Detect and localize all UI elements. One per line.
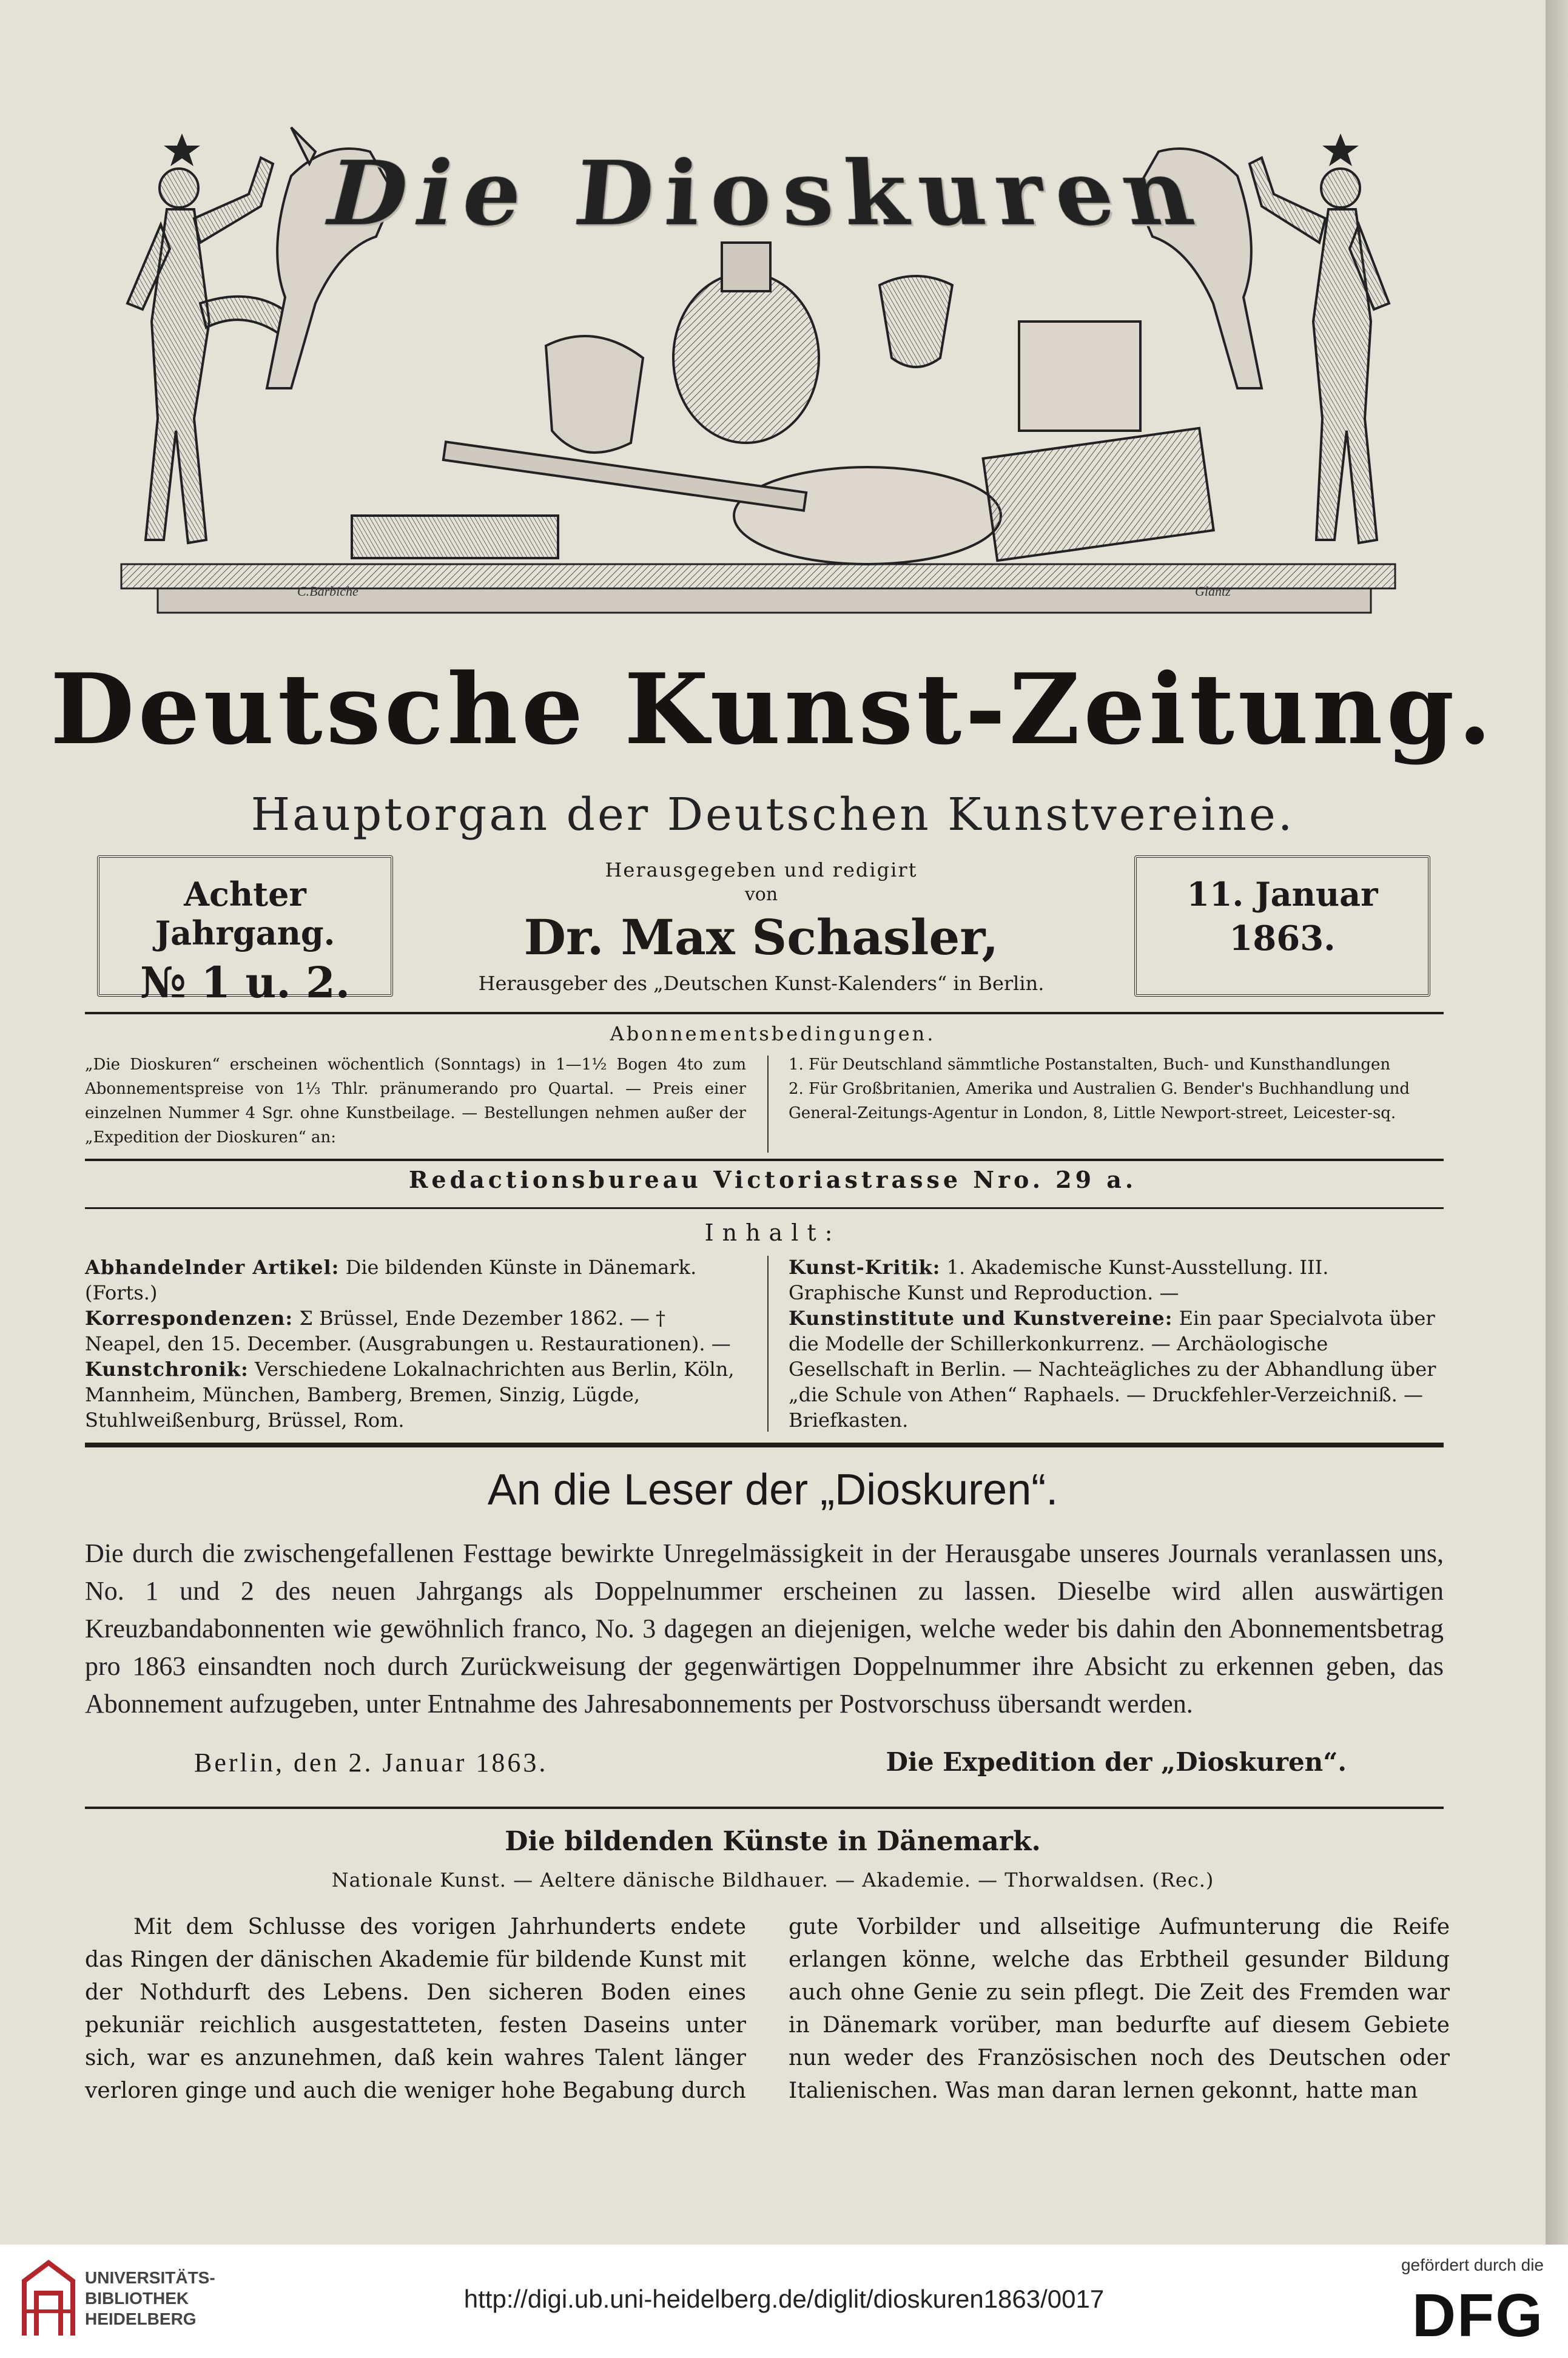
institution-line: BIBLIOTHEK (85, 2289, 189, 2308)
contents-left-column (85, 1255, 746, 1433)
page-edge (1546, 0, 1568, 2245)
issue-number: № 1 u. 2. (140, 957, 351, 1008)
institution-line: UNIVERSITÄTS- (85, 2268, 215, 2287)
masthead-title: Die Dioskuren (314, 142, 1214, 247)
subscription-terms: „Die Dioskuren“ erscheinen wöchentlich (Sonntags) in 1—1½ Bogen 4to zum Abonnementspreise von 1⅓ Thlr. pränumerando pro Quartal. — Preis einer einzelnen Nummer 4 Sgr. ohne Kunstbeilage. — Bestellungen nehmen außer der „Expedition der Dioskuren“ an: (85, 1056, 746, 1147)
contents-entry-text: Verschiedene Lokalnachrichten aus Berlin, Köln, Mannheim, München, Bamberg, Bremen, Sinzig, Lügde, Stuhlweißenburg, Brüssel, Rom. (85, 1358, 735, 1432)
notice-body: Die durch die zwischengefallenen Festtage bewirkte Unregelmässigkeit in der Herausgabe unseres Journals veranlassen uns, No. 1 und 2 des neuen Jahrgangs als Doppelnummer erscheinen zu lassen. Dieselbe wird allen auswärtigen Kreuzbandabonnenten wie gewöhnlich franco, No. 3 dagegen an diejenigen, welche weder bis dahin den Abonnementsbetrag pro 1863 einsandten noch durch Zurückweisung der gegenwärtigen Doppelnummer ihre Absicht zu erkennen geben, das Abonnement aufzugeben, unter Entnahme des Jahresabonnements per Postvorschuss übersandt werden. (85, 1538, 1444, 1719)
notice-title: An die Leser der „Dioskuren“. (487, 1466, 1058, 1514)
contents-entry-label: Korrespondenzen: (85, 1307, 294, 1330)
notice-date: Berlin, den 2. Januar 1863. (194, 1748, 548, 1777)
paper-name: Deutsche Kunst-Zeitung. (50, 652, 1496, 766)
issue-box (97, 855, 393, 1008)
article-subtitle: Nationale Kunst. — Aeltere dänische Bildhauer. — Akademie. — Thorwaldsen. (Rec.) (331, 1868, 1214, 1891)
contents-entry-text: 1. Akademische Kunst-Ausstellung. III. Graphische Kunst und Reproduction. — (789, 1256, 1329, 1304)
editor-line4: Herausgeber des „Deutschen Kunst-Kalenders“ in Berlin. (478, 972, 1045, 995)
editorial-office-address: Redactionsbureau Victoriastrasse Nro. 29 a. (408, 1166, 1137, 1193)
divider (85, 1807, 1444, 1809)
issue-year: 1863. (1229, 918, 1336, 958)
contents-entry-text: Ein paar Specialvota über die Modelle der Schillerkonkurrenz. — Archäologische Gesellschaft in Berlin. — Nachteägliches zu der Abhandlung über „die Schule von Athen“ Raphaels. — Druckfehler-Verzeichniß. — Briefkasten. (789, 1307, 1436, 1432)
editor-line1: Herausgegeben und redigirt (605, 858, 918, 881)
editor-line2: von (744, 884, 778, 905)
article-paragraph: Mit dem Schlusse des vorigen Jahrhunderts endete das Ringen der dänischen Akademie für bildende Kunst mit der Nothdurft des Lebens. Den sicheren Boden eines pekuniär reichlich ausgestatteten, festen Daseins unter sich, war es anzunehmen, daß kein wahres Talent länger verloren ginge und auch die weniger hohe Begabung durch (85, 1915, 746, 2103)
divider (85, 1159, 1444, 1161)
contents-entry (789, 1255, 1444, 1305)
subscription-heading: Abonnementsbedingungen. (610, 1022, 936, 1045)
column-divider (767, 1256, 769, 1432)
divider (85, 1207, 1444, 1209)
column-divider (767, 1056, 769, 1153)
digitization-footer (0, 2245, 1568, 2358)
contents-entry-text: Die bildenden Künste in Dänemark. (Forts.) (85, 1256, 697, 1304)
notice-signature-line (194, 1747, 1347, 1778)
still-life-objects (352, 243, 1214, 564)
contents-entry (85, 1255, 746, 1305)
agent-germany: 1. Für Deutschland sämmtliche Postanstalten, Buch- und Kunsthandlungen (789, 1056, 1391, 1074)
article-column-left (85, 1911, 746, 2107)
editor-block (412, 858, 1110, 995)
institution-line: HEIDELBERG (85, 2309, 197, 2328)
divider (85, 1443, 1444, 1447)
contents-entry-label: Kunstchronik: (85, 1358, 249, 1381)
notice-signature: Die Expedition der „Dioskuren“. (886, 1747, 1347, 1777)
contents-entry-label: Abhandelnder Artikel: (85, 1256, 340, 1279)
issue-day-month: 11. Januar (1186, 875, 1378, 914)
contents-entry-text: Σ Brüssel, Ende Dezember 1862. — † Neapel, den 15. December. (Ausgrabungen u. Restaurationen). — (85, 1307, 731, 1355)
article-column-right (789, 1911, 1450, 2107)
masthead-illustration (109, 103, 1419, 631)
date-box (1134, 855, 1430, 997)
contents-entry-label: Kunst-Kritik: (789, 1256, 941, 1279)
contents-entry (85, 1356, 746, 1433)
sponsor-label: gefördert durch die (1401, 2255, 1544, 2274)
divider (85, 1012, 1444, 1014)
artist-right-signature: Glantz (1195, 584, 1231, 599)
subscription-agents (789, 1053, 1444, 1125)
contents-entry-label: Kunstinstitute und Kunstvereine: (789, 1307, 1173, 1330)
contents-right-column (789, 1255, 1444, 1433)
contents-entry (789, 1305, 1444, 1433)
paper-subtitle: Hauptorgan der Deutschen Kunstvereine. (251, 789, 1295, 841)
contents-entry (85, 1305, 746, 1356)
article-title: Die bildenden Künste in Dänemark. (505, 1826, 1041, 1857)
volume-label: Achter Jahrgang. (155, 875, 335, 952)
artist-left-signature: C.Barbiche (297, 584, 358, 599)
dfg-logo: DFG (1412, 2282, 1544, 2350)
editor-name: Dr. Max Schasler, (523, 909, 999, 966)
source-url-link[interactable]: http://digi.ub.uni-heidelberg.de/diglit/dioskuren1863/0017 (463, 2285, 1105, 2313)
contents-heading: Inhalt: (704, 1219, 841, 1246)
agent-britain: 2. Für Großbritanien, Amerika und Australien G. Bender's Buchhandlung und General-Zeitungs-Agentur in London, 8, Little Newport-street, Leicester-sq. (789, 1080, 1410, 1122)
article-paragraph: gute Vorbilder und allseitige Aufmunterung die Reife erlangen könne, welche das Erbtheil gesunder Bildung auch ohne Genie zu sein pflegt. Die Zeit des Fremden war in Dänemark vorüber, man bedurfte auf diesem Gebiete nun weder des Französischen noch des Deutschen oder Italienischen. Was man daran lernen gekonnt, hatte man (789, 1915, 1450, 2103)
